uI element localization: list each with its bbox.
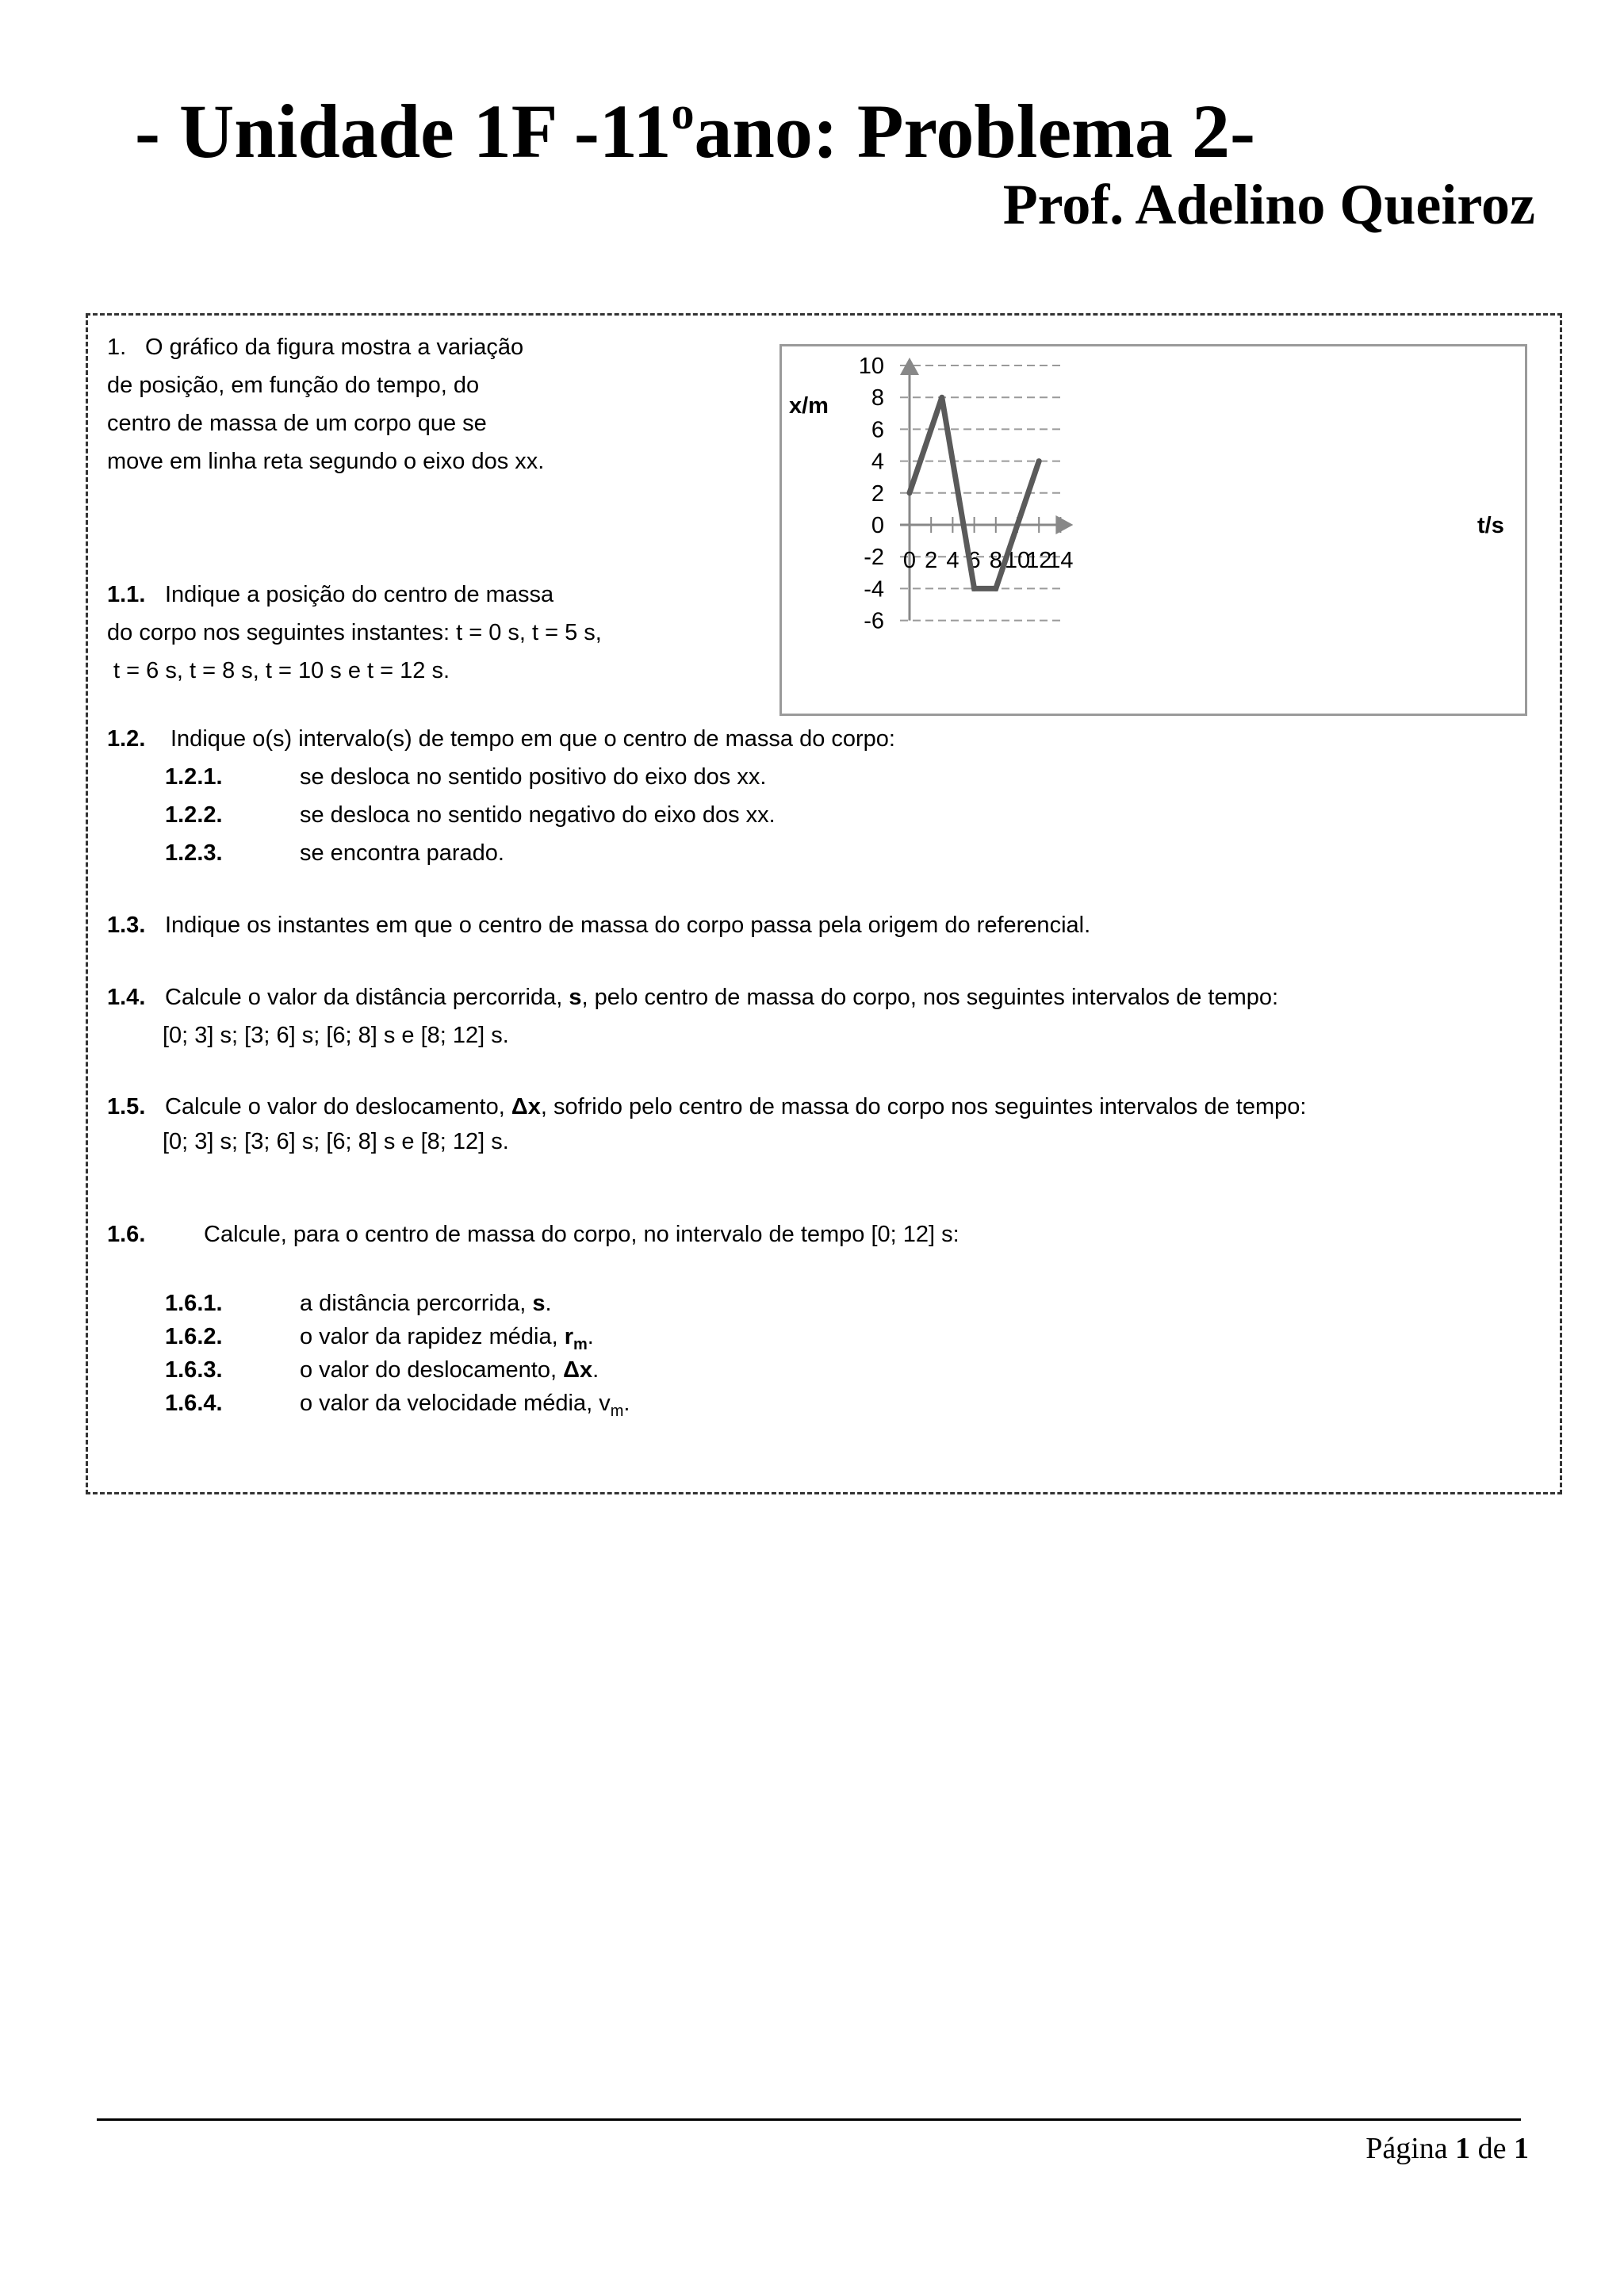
q1-2-2-text: se desloca no sentido negativo do eixo dos xx. [300,802,776,828]
page-footer: Página 1 de 1 [1365,2132,1529,2165]
q1-2-text: Indique o(s) intervalo(s) de tempo em que o centro de massa do corpo: [170,726,895,752]
q1-3-number: 1.3. [107,913,146,938]
y-tick-label: 10 [858,354,884,379]
y-tick-label: 0 [871,513,884,538]
q1-6-1-text: a distância percorrida, s. [300,1291,552,1316]
q1-6-number: 1.6. [107,1222,146,1247]
q1-6-3-text: o valor do deslocamento, Δx. [300,1357,599,1383]
x-tick-label: 4 [946,548,959,573]
q1-2-number: 1.2. [107,726,146,752]
x-tick-label: 10 [1004,548,1031,573]
y-axis-label: x/m [789,393,829,419]
q1-6-3-number: 1.6.3. [165,1357,223,1383]
q1-6-1-number: 1.6.1. [165,1291,223,1316]
q1-line: de posição, em função do tempo, do [107,373,480,398]
q1-1-number: 1.1. [107,582,146,607]
footer-rule [97,2118,1521,2121]
q1-1-line: do corpo nos seguintes instantes: t = 0 s, t = 5 s, [107,620,602,645]
q1-5-number: 1.5. [107,1094,146,1119]
q1-2-1-text: se desloca no sentido positivo do eixo dos xx. [300,764,767,790]
q1-4-text: Calcule o valor da distância percorrida, s, pelo centro de massa do corpo, nos seguintes intervalos de tempo: [165,985,1279,1010]
q1-1-line: t = 6 s, t = 8 s, t = 10 s e t = 12 s. [107,658,450,683]
x-tick-label: 2 [925,548,938,573]
q1-number: 1. [107,335,127,360]
data-point [993,586,998,591]
x-tick-label: 12 [1026,548,1052,573]
y-tick-label: -2 [864,545,884,571]
q1-6-text: Calcule, para o centro de massa do corpo, no intervalo de tempo [0; 12] s: [204,1222,959,1247]
data-point [1036,458,1042,464]
q1-6-4-number: 1.6.4. [165,1391,223,1416]
q1-2-3-number: 1.2.3. [165,840,223,866]
x-tick-label: 0 [902,548,917,573]
x-tick-label: 8 [989,548,1002,573]
position-time-chart [779,344,1527,716]
x-axis-label: t/s [1477,513,1504,538]
y-tick-label: 8 [871,385,884,411]
q1-6-2-text: o valor da rapidez média, $r_m$. [300,1324,594,1353]
y-tick-label: 6 [871,417,884,443]
author: Prof. Adelino Queiroz [1002,173,1535,236]
q1-line: move em linha reta segundo o eixo dos xx. [107,449,545,474]
data-point [907,490,913,496]
q1-2-3-text: se encontra parado. [300,840,504,866]
y-tick-label: 2 [871,480,884,507]
q1-5-text: Calcule o valor do deslocamento, Δx, sofrido pelo centro de massa do corpo nos seguintes intervalos de tempo: [165,1094,1307,1119]
q1-1-line: Indique a posição do centro de massa [165,582,554,607]
q1-6-4-text: o valor da velocidade média, $v_m$. [300,1391,630,1420]
data-point [971,586,977,591]
x-tick-label: 14 [1048,548,1074,573]
q1-line: centro de massa de um corpo que se [107,411,487,436]
q1-4-number: 1.4. [107,985,146,1010]
x-tick-label: 6 [967,548,981,573]
page-title: - Unidade 1F -11$^o$ano: Problema 2- [135,87,1255,174]
q1-5-intervals: [0; 3] s; [3; 6] s; [6; 8] s e [8; 12] s. [163,1129,509,1154]
q1-2-1-number: 1.2.1. [165,764,223,790]
q1-4-intervals: [0; 3] s; [3; 6] s; [6; 8] s e [8; 12] s. [163,1023,509,1048]
y-tick-label: 4 [871,449,884,475]
q1-3-text: Indique os instantes em que o centro de massa do corpo passa pela origem do referencial. [165,913,1091,938]
y-tick-label: -6 [864,608,884,634]
y-tick-label: -4 [864,576,884,603]
q1-6-2-number: 1.6.2. [165,1324,223,1349]
x-axis-arrow [1055,515,1073,534]
q1-2-2-number: 1.2.2. [165,802,223,828]
data-point [939,395,944,400]
q1-line: O gráfico da figura mostra a variação [145,335,524,360]
